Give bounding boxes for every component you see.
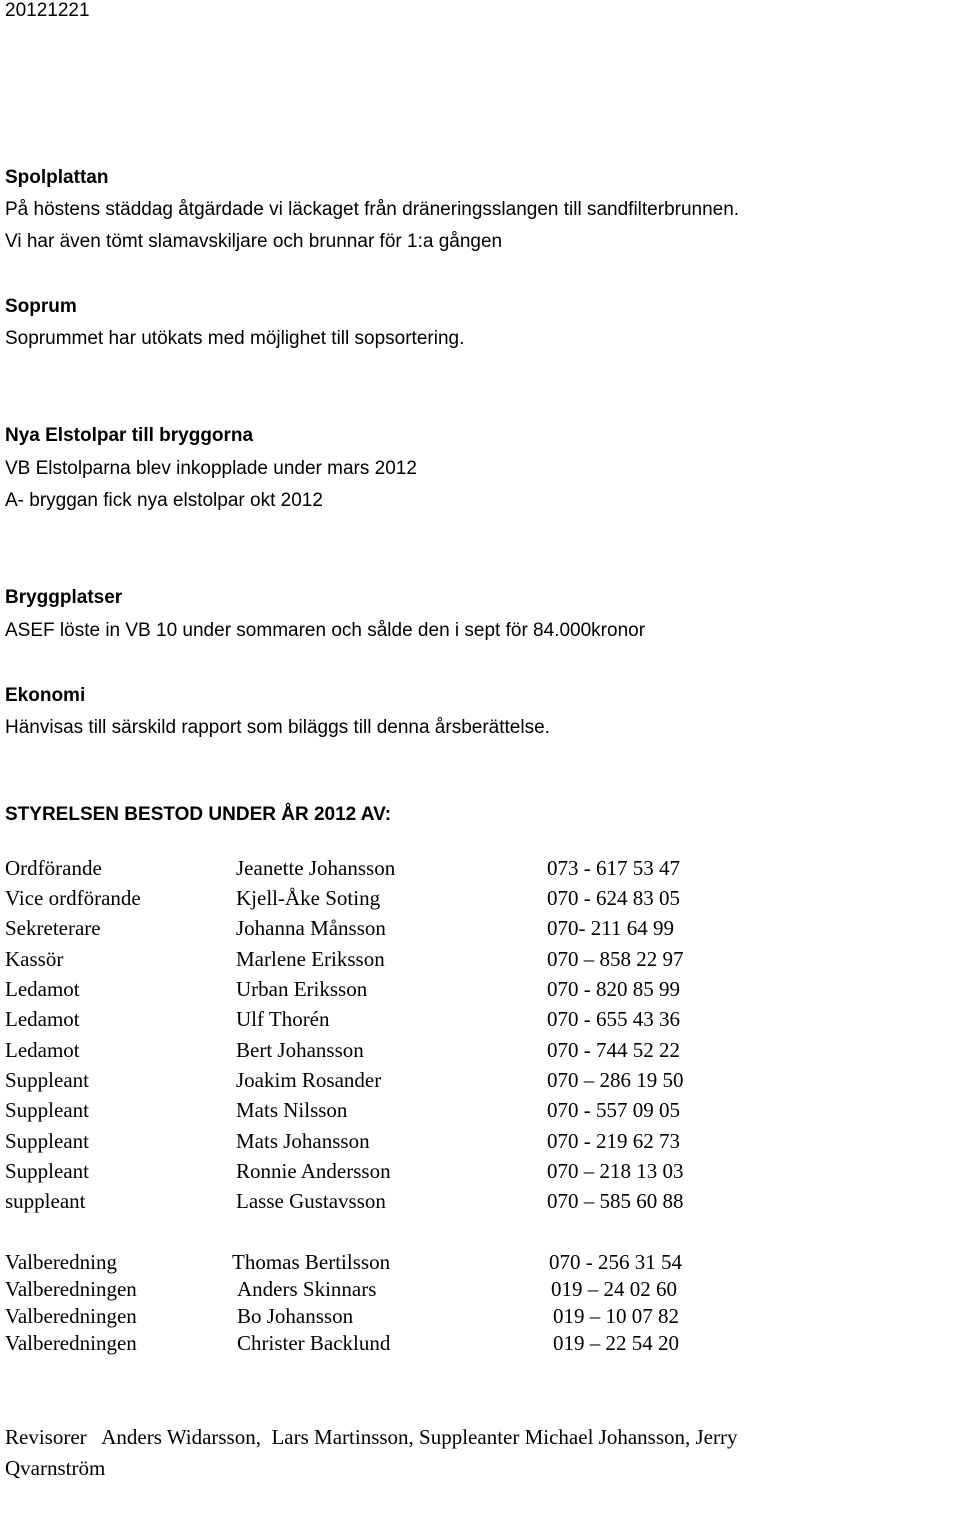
- board-role: Vice ordförande: [5, 886, 141, 910]
- board-role: Kassör: [5, 947, 64, 971]
- nomination-phone: 070 - 256 31 54: [549, 1250, 682, 1274]
- section-text-line: Soprummet har utökats med möjlighet till sopsortering.: [5, 328, 465, 349]
- auditors-line: Revisorer Anders Widarsson, Lars Martinsson, Suppleanter Michael Johansson, Jerry: [5, 1425, 738, 1449]
- board-phone: 070 - 820 85 99: [547, 977, 680, 1001]
- section-text-line: Vi har även tömt slamavskiljare och brunnar för 1:a gången: [5, 231, 503, 252]
- board-name: Kjell-Åke Soting: [236, 886, 381, 910]
- nomination-name: Thomas Bertilsson: [232, 1250, 391, 1274]
- section-text-line: På höstens städdag åtgärdade vi läckaget från dräneringsslangen till sandfilterbrunnen.: [5, 199, 740, 220]
- nomination-phone: 019 – 10 07 82: [553, 1304, 679, 1328]
- board-role: Ordförande: [5, 856, 102, 880]
- auditors-line: Qvarnström: [5, 1456, 106, 1480]
- section-heading-spolplattan: Spolplattan: [5, 167, 109, 188]
- section-text-line: Hänvisas till särskild rapport som biläggs till denna årsberättelse.: [5, 717, 550, 738]
- board-phone: 070 - 624 83 05: [547, 886, 680, 910]
- board-phone: 070- 211 64 99: [547, 916, 674, 940]
- nomination-name: Bo Johansson: [237, 1304, 354, 1328]
- nomination-role: Valberedning: [5, 1250, 117, 1274]
- board-phone: 070 - 655 43 36: [547, 1007, 680, 1031]
- board-role: Suppleant: [5, 1129, 89, 1153]
- board-name: Urban Eriksson: [236, 977, 368, 1001]
- board-name: Joakim Rosander: [236, 1068, 382, 1092]
- board-phone: 070 - 219 62 73: [547, 1129, 680, 1153]
- section-heading-ekonomi: Ekonomi: [5, 685, 86, 706]
- board-phone: 070 – 218 13 03: [547, 1159, 684, 1183]
- board-role: Suppleant: [5, 1159, 89, 1183]
- nomination-name: Anders Skinnars: [237, 1277, 377, 1301]
- section-text-line: ASEF löste in VB 10 under sommaren och sålde den i sept för 84.000kronor: [5, 620, 646, 641]
- board-phone: 070 – 585 60 88: [547, 1189, 684, 1213]
- board-name: Bert Johansson: [236, 1038, 364, 1062]
- section-heading-elstolpar: Nya Elstolpar till bryggorna: [5, 425, 254, 446]
- nomination-phone: 019 – 24 02 60: [551, 1277, 677, 1301]
- board-role: suppleant: [5, 1189, 86, 1213]
- board-phone: 070 – 858 22 97: [547, 947, 684, 971]
- board-role: Ledamot: [5, 1007, 80, 1031]
- section-text-line: VB Elstolparna blev inkopplade under mars 2012: [5, 458, 417, 479]
- nomination-phone: 019 – 22 54 20: [553, 1331, 679, 1355]
- nomination-role: Valberedningen: [5, 1277, 137, 1301]
- board-name: Ronnie Andersson: [236, 1159, 391, 1183]
- board-heading: STYRELSEN BESTOD UNDER ÅR 2012 AV:: [5, 804, 392, 825]
- board-role: Suppleant: [5, 1068, 89, 1092]
- board-role: Sekreterare: [5, 916, 101, 940]
- board-role: Ledamot: [5, 977, 80, 1001]
- board-name: Ulf Thorén: [236, 1007, 330, 1031]
- board-phone: 070 – 286 19 50: [547, 1068, 684, 1092]
- nomination-role: Valberedningen: [5, 1331, 137, 1355]
- document-date: 20121221: [5, 0, 90, 21]
- board-name: Johanna Månsson: [236, 916, 386, 940]
- section-heading-bryggplatser: Bryggplatser: [5, 587, 123, 608]
- nomination-role: Valberedningen: [5, 1304, 137, 1328]
- board-phone: 070 - 557 09 05: [547, 1098, 680, 1122]
- board-role: Ledamot: [5, 1038, 80, 1062]
- board-name: Lasse Gustavsson: [236, 1189, 386, 1213]
- board-phone: 070 - 744 52 22: [547, 1038, 680, 1062]
- board-phone: 073 - 617 53 47: [547, 856, 680, 880]
- board-name: Jeanette Johansson: [236, 856, 396, 880]
- section-heading-soprum: Soprum: [5, 296, 77, 317]
- nomination-name: Christer Backlund: [237, 1331, 391, 1355]
- section-text-line: A- bryggan fick nya elstolpar okt 2012: [5, 490, 323, 511]
- board-name: Marlene Eriksson: [236, 947, 385, 971]
- board-name: Mats Johansson: [236, 1129, 370, 1153]
- board-role: Suppleant: [5, 1098, 89, 1122]
- board-name: Mats Nilsson: [236, 1098, 348, 1122]
